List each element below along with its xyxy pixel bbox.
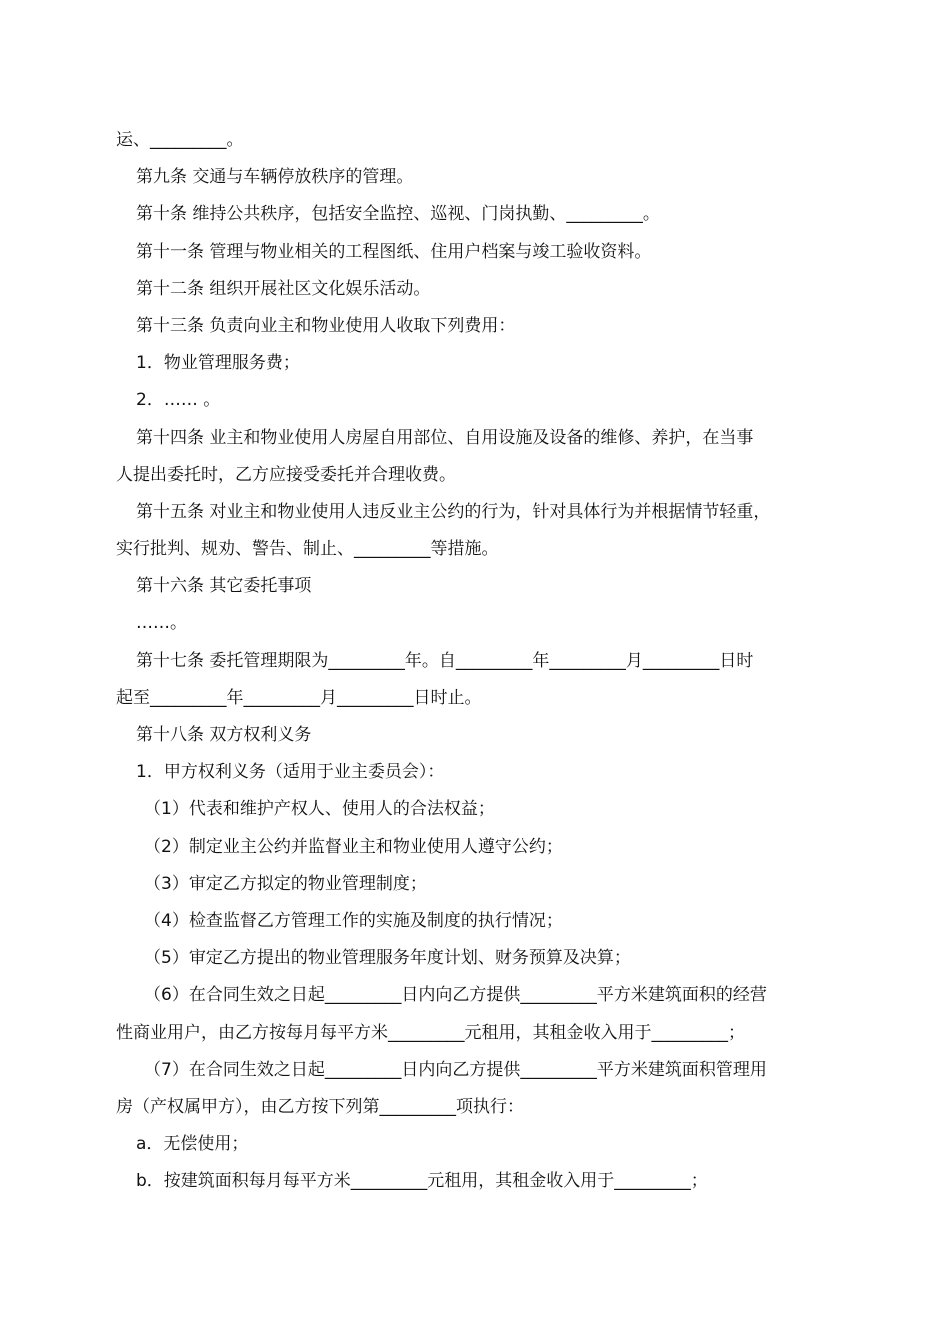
list-item: b．按建筑面积每月每平方米_________元租用，其租金收入用于_________； — [136, 1171, 708, 1192]
clause-15: 第十五条 对业主和物业使用人违反业主公约的行为，针对具体行为并根据情节轻重， — [136, 501, 771, 522]
list-item: （5）审定乙方提出的物业管理服务年度计划、财务预算及决算； — [144, 948, 631, 969]
text-line: 房（产权属甲方），由乙方按下列第_________项执行： — [116, 1096, 524, 1117]
list-item: （1）代表和维护产权人、使用人的合法权益； — [144, 799, 495, 820]
clause-16: 第十六条 其它委托事项 — [136, 576, 312, 597]
clause-14: 第十四条 业主和物业使用人房屋自用部位、自用设施及设备的维修、养护，在当事 — [136, 427, 754, 448]
list-item: （6）在合同生效之日起_________日内向乙方提供_________平方米建筑面积的经营 — [144, 985, 767, 1006]
clause-9: 第九条 交通与车辆停放秩序的管理。 — [136, 167, 414, 188]
list-item: （7）在合同生效之日起_________日内向乙方提供_________平方米建筑面积管理用 — [144, 1059, 767, 1080]
list-item: 1．物业管理服务费； — [136, 353, 300, 374]
text-line: 性商业用户，由乙方按每月每平方米_________元租用，其租金收入用于_________； — [116, 1022, 745, 1043]
clause-17: 第十七条 委托管理期限为_________年。自_________年_________月_________日时 — [136, 650, 754, 671]
text-line: ……。 — [136, 613, 187, 634]
list-item: a．无偿使用； — [136, 1134, 249, 1155]
text-line: 实行批判、规劝、警告、制止、_________等措施。 — [116, 539, 499, 560]
clause-13: 第十三条 负责向业主和物业使用人收取下列费用： — [136, 315, 516, 336]
text-line: 运、_________。 — [116, 130, 244, 150]
clause-18: 第十八条 双方权利义务 — [136, 725, 312, 745]
clause-12: 第十二条 组织开展社区文化娱乐活动。 — [136, 278, 431, 299]
list-item: 2．…… 。 — [136, 390, 221, 411]
list-item: （3）审定乙方拟定的物业管理制度； — [144, 873, 427, 894]
list-item: 1．甲方权利义务（适用于业主委员会）： — [136, 762, 445, 783]
clause-11: 第十一条 管理与物业相关的工程图纸、住用户档案与竣工验收资料。 — [136, 241, 652, 262]
document-body — [116, 122, 841, 1200]
text-line: 人提出委托时，乙方应接受委托并合理收费。 — [116, 464, 456, 485]
clause-10: 第十条 维持公共秩序，包括安全监控、巡视、门岗执勤、_________。 — [136, 204, 660, 225]
text-line: 起至_________年_________月_________日时止。 — [116, 687, 482, 708]
list-item: （2）制定业主公约并监督业主和物业使用人遵守公约； — [144, 836, 563, 857]
list-item: （4）检查监督乙方管理工作的实施及制度的执行情况； — [144, 910, 563, 931]
